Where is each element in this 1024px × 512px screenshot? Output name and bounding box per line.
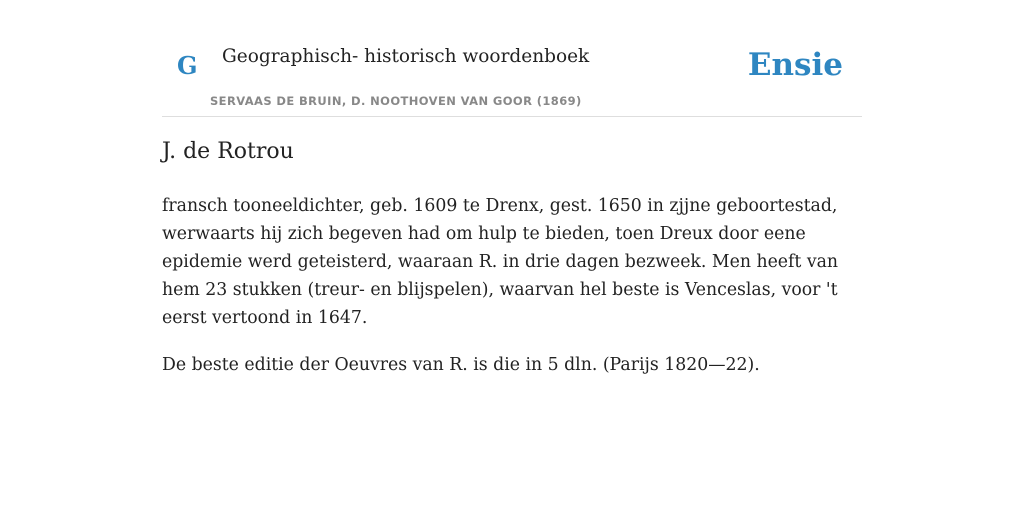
entry-body xyxy=(162,192,862,398)
ensie-logo-link[interactable]: Ensie xyxy=(747,47,843,83)
dictionary-logo-icon[interactable]: G xyxy=(177,51,198,80)
header xyxy=(162,0,862,117)
entry-paragraph: fransch tooneeldichter, geb. 1609 te Drenx, gest. 1650 in zjjne geboortestad, werwaarts hij zich begeven had om hulp te bieden, toen Dreux door eene epidemie werd geteisterd, waaraan R. in drie dagen bezweek. Men heeft van hem 23 stukken (treur- en blijspelen), waarvan hel beste is Venceslas, voor 't eerst vertoond in 1647. xyxy=(162,196,839,328)
book-title-link[interactable]: Geographisch- historisch woordenboek xyxy=(222,46,590,67)
entry-paragraph: De beste editie der Oeuvres van R. is die in 5 dln. (Parijs 1820—22). xyxy=(162,355,760,375)
book-authors: SERVAAS DE BRUIN, D. NOOTHOVEN VAN GOOR (1869) xyxy=(210,94,582,108)
entry-title: J. de Rotrou xyxy=(162,139,294,164)
page xyxy=(162,0,862,375)
